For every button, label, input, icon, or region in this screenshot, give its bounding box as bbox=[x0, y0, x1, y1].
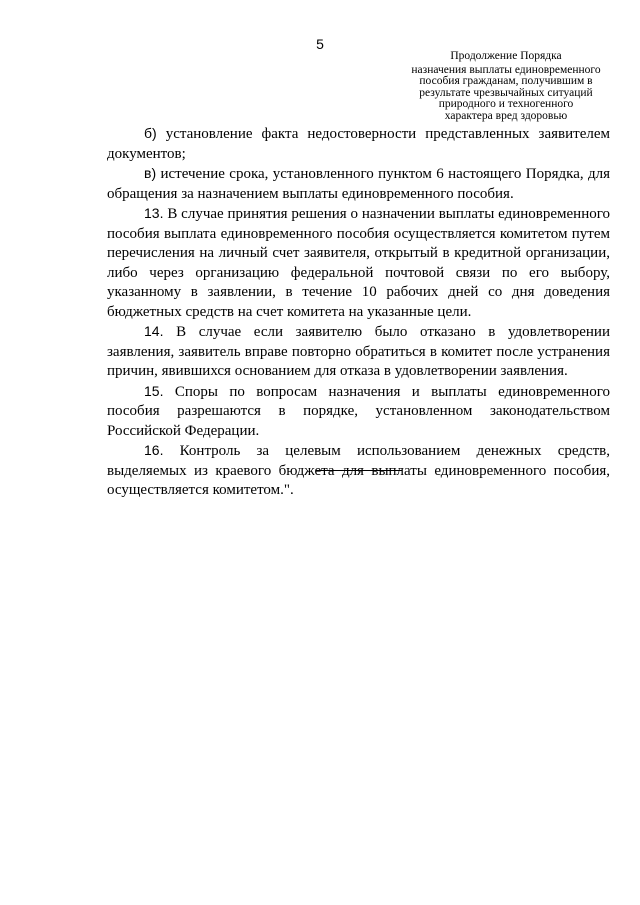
paragraph-14 bbox=[107, 322, 610, 382]
header-line: результате чрезвычайных ситуаций bbox=[419, 86, 593, 99]
header-line: природного и техногенного bbox=[438, 98, 574, 110]
paragraph-v bbox=[107, 164, 610, 204]
item-number: в) bbox=[144, 165, 157, 181]
paragraph-text: В случае если заявителю было отказано в удовлетворении заявления, заявитель вправе повторно обратиться в комитет после устранения причин, явившихся основанием для отказа в удовлетворении заявления. bbox=[107, 324, 610, 379]
header-block bbox=[388, 51, 624, 122]
item-number: 13. bbox=[144, 205, 164, 221]
paragraph-b bbox=[107, 124, 610, 164]
paragraph-text: Споры по вопросам назначения и выплаты единовременного пособия разрешаются в порядке, установленном законодательством Российской Федерации. bbox=[107, 383, 610, 439]
paragraph-text: В случае принятия решения о назначении выплаты единовременного пособия выплата единовременного пособия осуществляется комитетом путем перечисления на личный счет заявителя, открытый в кредитной организации, либо через организацию федеральной почтовой связи по его выбору, указанному в заявлении, в течение 10 рабочих дней со дня доведения бюджетных средств на счет комитета на указанные цели. bbox=[107, 206, 610, 320]
item-number: 16. bbox=[144, 442, 164, 458]
header-line: пособия гражданам, получившим в bbox=[419, 75, 593, 87]
header-line: назначения выплаты единовременного bbox=[411, 63, 601, 76]
item-number: 15. bbox=[144, 382, 164, 399]
paragraph-text: истечение срока, установленного пунктом 6 настоящего Порядка, для обращения за назначением выплаты единовременного пособия. bbox=[107, 166, 610, 202]
paragraph-15 bbox=[107, 382, 610, 442]
header-line: характера вред здоровью bbox=[444, 109, 568, 122]
end-rule bbox=[316, 470, 402, 471]
document-body bbox=[107, 124, 610, 501]
item-number: б) bbox=[144, 125, 157, 141]
paragraph-13 bbox=[107, 204, 610, 322]
paragraph-text: Контроль за целевым использованием денежных средств, выделяемых из краевого бюджета для выплаты единовременного пособия, осуществляется комитетом.". bbox=[107, 443, 610, 498]
paragraph-text: установление факта недостоверности представленных заявителем документов; bbox=[107, 126, 610, 162]
item-number: 14. bbox=[144, 323, 164, 339]
header-line: Продолжение Порядка bbox=[450, 50, 562, 62]
page-number: 5 bbox=[316, 36, 324, 52]
